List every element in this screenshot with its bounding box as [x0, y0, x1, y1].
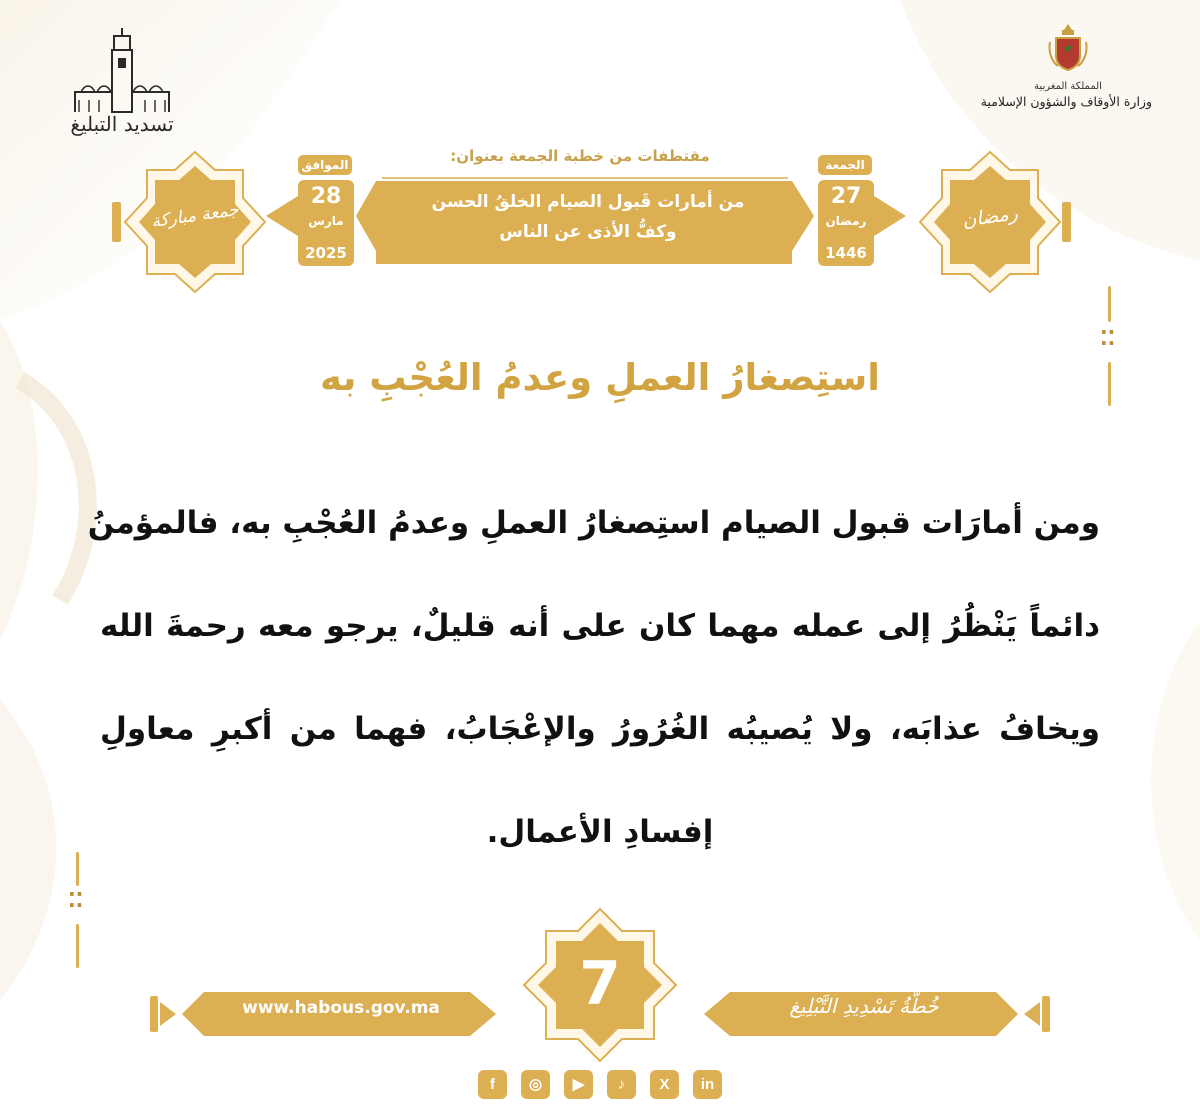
excerpt-line: ومن أمارَات قبول الصيام استِصغارُ العملِ وعدمُ العُجْبِ به، فالمؤمنُ [87, 505, 1100, 541]
ministry-name: وزارة الأوقاف والشؤون الإسلامية [980, 94, 1152, 109]
sermon-title-line-1: من أمارات قَبول الصيام الخلقُ الحسن [431, 192, 745, 212]
gregorian-tag: الموافق [298, 155, 352, 175]
excerpt-body [87, 472, 1100, 884]
website-link[interactable]: www.habous.gov.ma [242, 998, 440, 1018]
excerpt-line: إفسادِ الأعمال. [486, 814, 714, 850]
deco-dots: ⁚⁚ [1100, 326, 1116, 350]
hijri-day: 27 [830, 184, 862, 209]
plan-label: خُطَّةُ تَسْدِيدِ التَّبْلِيغ [789, 994, 939, 1018]
royal-emblem-icon [1046, 22, 1090, 74]
tasdid-label: تسديد التبليغ [70, 112, 174, 136]
linkedin-icon[interactable]: in [693, 1070, 722, 1099]
ministry-country: المملكة المغربية [1034, 81, 1102, 92]
mosque-icon [67, 26, 177, 114]
deco-line [76, 924, 79, 968]
side-bar-right [1062, 202, 1071, 242]
page-number: 7 [579, 949, 621, 1019]
sermon-subtitle: مقتطفات من خطبة الجمعة بعنوان: [450, 147, 710, 165]
instagram-icon[interactable]: ◎ [521, 1070, 550, 1099]
hijri-tag: الجمعة [818, 155, 872, 175]
deco-line [1108, 362, 1111, 406]
ramadan-medallion: رمضان [960, 202, 1020, 232]
deco-dots: ⁚⁚ [68, 888, 84, 912]
tiktok-icon[interactable]: ♪ [607, 1070, 636, 1099]
x-icon[interactable]: X [650, 1070, 679, 1099]
deco-line [76, 852, 79, 886]
facebook-icon[interactable]: f [478, 1070, 507, 1099]
section-heading: استِصغارُ العملِ وعدمُ العُجْبِ به [320, 356, 880, 399]
hijri-year: 1446 [825, 244, 867, 262]
gregorian-day: 28 [310, 184, 342, 209]
social-links [478, 1070, 722, 1100]
tasdid-logo [62, 26, 182, 136]
gregorian-month: مارس [308, 214, 344, 228]
excerpt-line: ويخافُ عذابَه، ولا يُصيبُه الغُرُورُ والإعْجَابُ، فهما من أكبرِ معاولِ [100, 711, 1100, 747]
excerpt-line: دائماً يَنْظُرُ إلى عمله مهما كان على أنه قليلٌ، يرجو معه رحمةَ الله [100, 608, 1100, 644]
hijri-month: رمضان [825, 214, 867, 228]
gregorian-year: 2025 [305, 244, 347, 262]
side-bar-left [112, 202, 121, 242]
youtube-icon[interactable]: ▶ [564, 1070, 593, 1099]
sermon-title-line-2: وكفُّ الأذى عن الناس [499, 222, 677, 242]
deco-line [1108, 286, 1111, 322]
sermon-title [376, 187, 800, 247]
ministry-logo [980, 22, 1152, 110]
jumua-medallion: جمعة مباركة [150, 199, 240, 233]
